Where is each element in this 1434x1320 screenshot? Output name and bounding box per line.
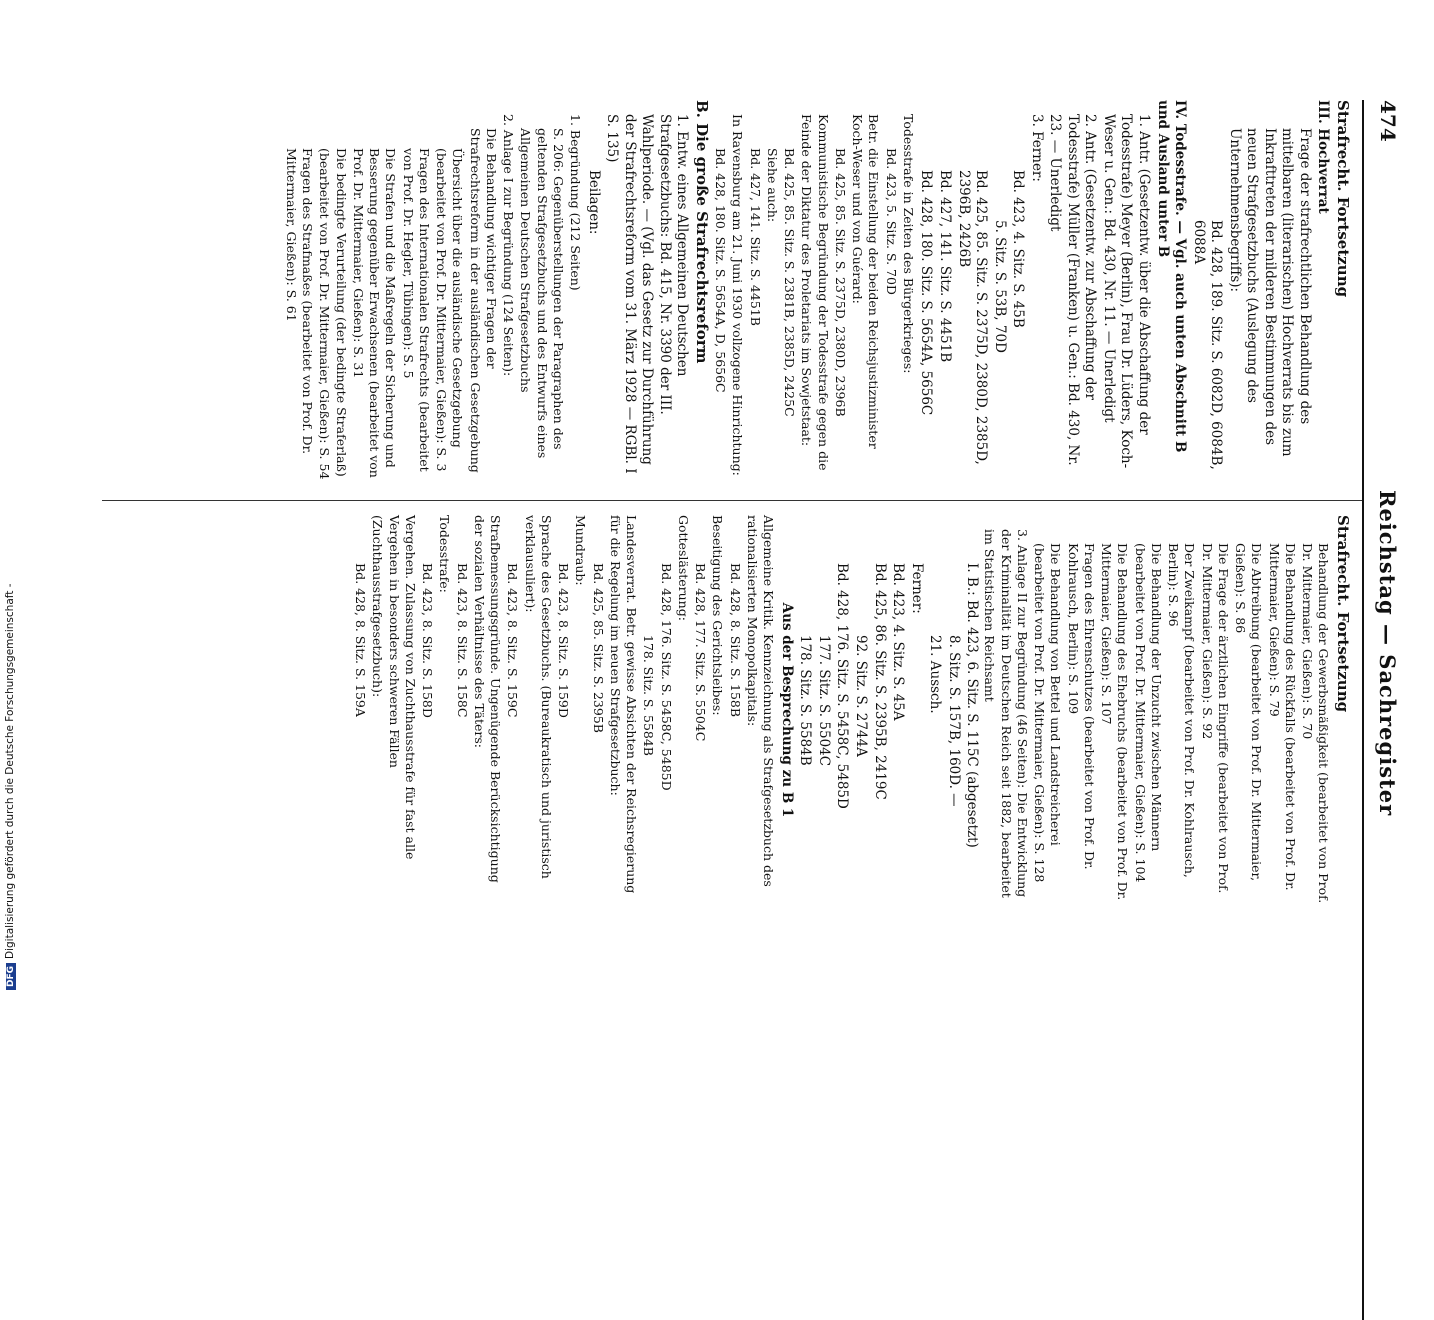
- heading-iii: III. Hochverrat: [1315, 100, 1332, 214]
- debate-topic: Allgemeine Kritik. Kennzeichnung als Strafgesetzbuch des rationalisierten Monopolkapitals:: [744, 515, 777, 887]
- debate-topic: Sprache des Gesetzbuchs. (Bureaukratisch und juristisch verklausuliert):: [522, 515, 554, 879]
- debate-topic: Mundraub:: [573, 515, 589, 586]
- beilage-item: Die Strafen und die Maßregeln der Sicherung und Besserung gegenüber Erwachsenen (bearbeitet von Prof. Dr. Mittermaier, Gießen): S. 31: [350, 148, 399, 478]
- beilage-item: Die Behandlung von Bettel und Landstreicherei (bearbeitet von Prof. Dr. Mittermaier, Gießen): S. 128: [1032, 543, 1064, 883]
- note: Todesstrafe in Zeiten des Bürgerkrieges:: [900, 114, 916, 374]
- column-divider: [102, 500, 1362, 501]
- entry-text: 1. Entw. eines Allgemeinen Deutschen Strafgesetzbuchs: Bd. 415, Nr. 3390 der III. Wahlperiode. — (Vgl. das Gesetz zur Durchführung der Strafrechtsreform vom 31. März 1928 — RGBl. I S. 135): [604, 114, 691, 474]
- reference: Bd. 423, 8. Sitz. S. 158D: [420, 563, 436, 718]
- reference: Bd. 425, 85. Sitz. S. 2375D, 2380D, 2385D, 2396B, 2426B: [955, 170, 990, 465]
- reference: Bd. 423, 5. Sitz. S. 70D: [883, 148, 899, 295]
- beilage-item: Die bedingte Verurteilung (der bedingte Straferlaß) (bearbeitet von Prof. Dr. Mittermaier, Gießen): S. 54: [317, 148, 349, 480]
- section-title: Strafrecht. Fortsetzung: [1334, 100, 1352, 298]
- entry-text: 1. Antr. (Gesetzentw. über die Abschaffung der Todesstrafe) Meyer (Berlin), Frau Dr. Lüders, Koch-Weser u. Gen.: Bd. 430, Nr. 11. — Unerledigt: [1100, 114, 1153, 469]
- beilage-item: Die Behandlung der Unzucht zwischen Männern (bearbeitet von Prof. Dr. Mittermaier, Gießen): S. 104: [1132, 543, 1164, 883]
- reference: I. B.: Bd. 423, 6. Sitz. S. 115C (abgesetzt): [964, 563, 981, 848]
- entry-text: Frage der strafrechtlichen Behandlung des mittelbaren (literarischen) Hochverrats bis zum Inkrafttreten der milderen Bestimmungen des neuen Strafgesetzbuchs (Auslegung des Unternehmensbegriffs):: [1226, 128, 1313, 457]
- reference: Bd. 428, 189. Sitz. S. 6082D, 6084B, 6088A: [1190, 220, 1225, 470]
- reference: Bd. 423, 8. Sitz. S. 158C: [454, 563, 470, 718]
- debate-heading: Aus der Besprechung zu B 1: [778, 602, 795, 818]
- beilage-item: S. 206: Gegenüberstellungen der Paragraphen des geltenden Strafgesetzbuchs und des Entwurfs eines Allgemeinen Deutschen Strafgesetzbuchs: [518, 128, 566, 459]
- entry-text: 2. Antr. (Gesetzentw. zur Abschaffung der Todesstrafe) Müller (Franken) u. Gen.: Bd. 430, Nr. 23. — Unerledigt: [1047, 114, 1099, 466]
- reference: Bd. 427, 141. Sitz. S. 4451B: [937, 170, 954, 363]
- beilage-item: 1. Begründung (212 Seiten): [568, 114, 584, 291]
- beilage-item: Übersicht über die ausländische Gesetzgebung (bearbeitet von Prof. Dr. Mittermaier, Gießen): S. 3: [434, 148, 466, 472]
- reference: Bd. 428, 176. Sitz. S. 5458C, 5485D: [658, 563, 674, 791]
- running-title: Reichstag — Sachregister: [1375, 490, 1400, 817]
- ferner-label: Ferner:: [908, 563, 925, 614]
- debate-topic: Strafbemessungsgründe. Ungenügende Berücksichtigung der sozialen Verhältnisse des Täters:: [471, 515, 504, 883]
- beilage-item: Die Abtreibung (bearbeitet von Prof. Dr. Mittermaier, Gießen): S. 86: [1233, 543, 1265, 882]
- reference: Bd. 428, 8. Sitz. S. 158B: [727, 563, 743, 718]
- debate-topic: Todesstrafe:: [437, 515, 453, 593]
- note: Kommunistische Begründung der Todesstrafe gegen die Feinde der Diktatur des Proletariats im Sowjetstaat:: [799, 114, 831, 471]
- heading-b: B. Die große Strafrechtsreform: [692, 100, 711, 364]
- section-title: Strafrecht. Fortsetzung: [1334, 515, 1352, 713]
- header-rule: [1362, 100, 1364, 1320]
- beilage-item: Die Behandlung des Rückfalls (bearbeitet von Prof. Dr. Mittermaier, Gießen): S. 79: [1266, 543, 1298, 891]
- beilage-item: Die Behandlung wichtiger Fragen der Strafrechtsreform in der ausländischen Gesetzgebung: [467, 128, 499, 473]
- beilage-item: 2. Anlage I zur Begründung (124 Seiten):: [501, 114, 517, 377]
- reference: Bd. 428, 8. Sitz. S. 159A: [353, 563, 369, 717]
- note: Siehe auch:: [764, 148, 780, 223]
- debate-topic: Gotteslästerung:: [675, 515, 691, 621]
- reference: Bd. 425, 85. Sitz. S. 2375D, 2380D, 2396B: [832, 148, 848, 417]
- beilagen-heading: Beilagen:: [585, 170, 602, 235]
- beilage-item: Der Zweikampf (bearbeitet von Prof. Dr. Kohlrausch, Berlin): S. 96: [1166, 543, 1198, 878]
- digitization-footer: [4, 583, 18, 990]
- reference: Bd. 423, 4. Sitz. S. 45B: [1010, 170, 1027, 328]
- reference: 5. Sitz. S. 53B, 70D: [991, 220, 1008, 353]
- page-number: 474: [1376, 100, 1400, 142]
- right-column: [351, 515, 1352, 905]
- reference: Bd. 423, 8. Sitz. S. 159C: [505, 563, 521, 718]
- reference: Bd. 428, 180. Sitz. S. 5654A, 5656C: [918, 170, 935, 416]
- dfg-logo: DFG: [6, 963, 16, 990]
- beilage-item: Behandlung der Gewerbsmäßigkeit (bearbeitet von Prof. Dr. Mittermaier, Gießen): S. 70: [1300, 543, 1332, 904]
- reference: Bd. 427, 141. Sitz. S. 4451B: [747, 148, 763, 326]
- reference: 21. Aussch.: [927, 635, 944, 714]
- reference: Bd. 423, 4. Sitz. S. 45A: [890, 563, 907, 721]
- page-header: [1364, 100, 1404, 910]
- debate-topic: Vergehen. Zulassung von Zuchthausstrafe für fast alle Vergehen in besonders schweren Fällen (Zuchthausstrafgesetzbuch):: [370, 515, 418, 860]
- reference: Bd. 425, 86. Sitz. S. 2395B, 2419C: [871, 563, 888, 800]
- funding-note: Digitalisierung gefördert durch die Deutsche Forschungsgemeinschaft -: [4, 583, 16, 959]
- entry-text: 3. Ferner:: [1028, 114, 1045, 182]
- reference: 92. Sitz. S. 2744A: [852, 635, 869, 757]
- heading-iv: IV. Todesstrafe. — Vgl. auch unten Abschnitt B und Ausland unter B: [1154, 100, 1189, 453]
- beilage-item: Fragen des Internationalen Strafrechts (bearbeitet von Prof. Dr. Hegler, Tübingen): S. 5: [400, 148, 432, 472]
- debate-topic: Landesverrat. Betr. gewisse Absichten der Reichsregierung für die Regelung im neuen Strafgesetzbuch:: [607, 515, 640, 894]
- reference: 178. Sitz. S. 5584B: [641, 635, 657, 756]
- note: In Ravensburg am 21. Juni 1930 vollzogene Hinrichtung:: [730, 114, 746, 476]
- reference: Bd. 425, 85. Sitz. S. 2395B: [590, 563, 606, 733]
- reference: Bd. 425, 85. Sitz. S. 2381B, 2385D, 2425C: [782, 148, 798, 417]
- reference: Bd. 428, 177. Sitz. S. 5504C: [693, 563, 709, 742]
- beilage-item: Fragen des Ehrenschutzes (bearbeitet von Prof. Dr. Kohlrausch, Berlin): S. 109: [1065, 543, 1097, 870]
- reference: Bd. 423, 8. Sitz. S. 159D: [556, 563, 572, 718]
- reference: 178. Sitz. S. 5584B: [797, 635, 814, 766]
- beilage-item: Die Frage der ärztlichen Eingriffe (bearbeitet von Prof. Dr. Mittermaier, Gießen): S. 92: [1199, 543, 1231, 894]
- reference: Bd. 428, 180. Sitz. S. 5654A, D, 5656C: [713, 148, 729, 393]
- reference: 8. Sitz. S. 157B, 160D. —: [945, 635, 962, 807]
- note: Betr. die Einstellung der beiden Reichsjustizminister Koch-Weser und von Guérard:: [850, 114, 882, 449]
- beilage-item: Die Behandlung des Ehebruchs (bearbeitet von Prof. Dr. Mittermaier, Gießen): S. 107: [1099, 543, 1131, 901]
- debate-topic: Beseitigung des Gerichtsleibes:: [710, 515, 726, 716]
- left-column: [282, 100, 1352, 485]
- reference: 177. Sitz. S. 5504C: [815, 635, 832, 767]
- anlage-ii: 3. Anlage II zur Begründung (46 Seiten): Die Entwicklung der Kriminalität im Deutschen Reich seit 1882, bearbeitet im Statistischen Reichsamt: [982, 529, 1030, 898]
- beilage-item: Fragen des Strafmaßes (bearbeitet von Prof. Dr. Mittermaier, Gießen): S. 61: [283, 148, 316, 455]
- reference: Bd. 428, 176. Sitz. S. 5458C, 5485D: [834, 563, 851, 809]
